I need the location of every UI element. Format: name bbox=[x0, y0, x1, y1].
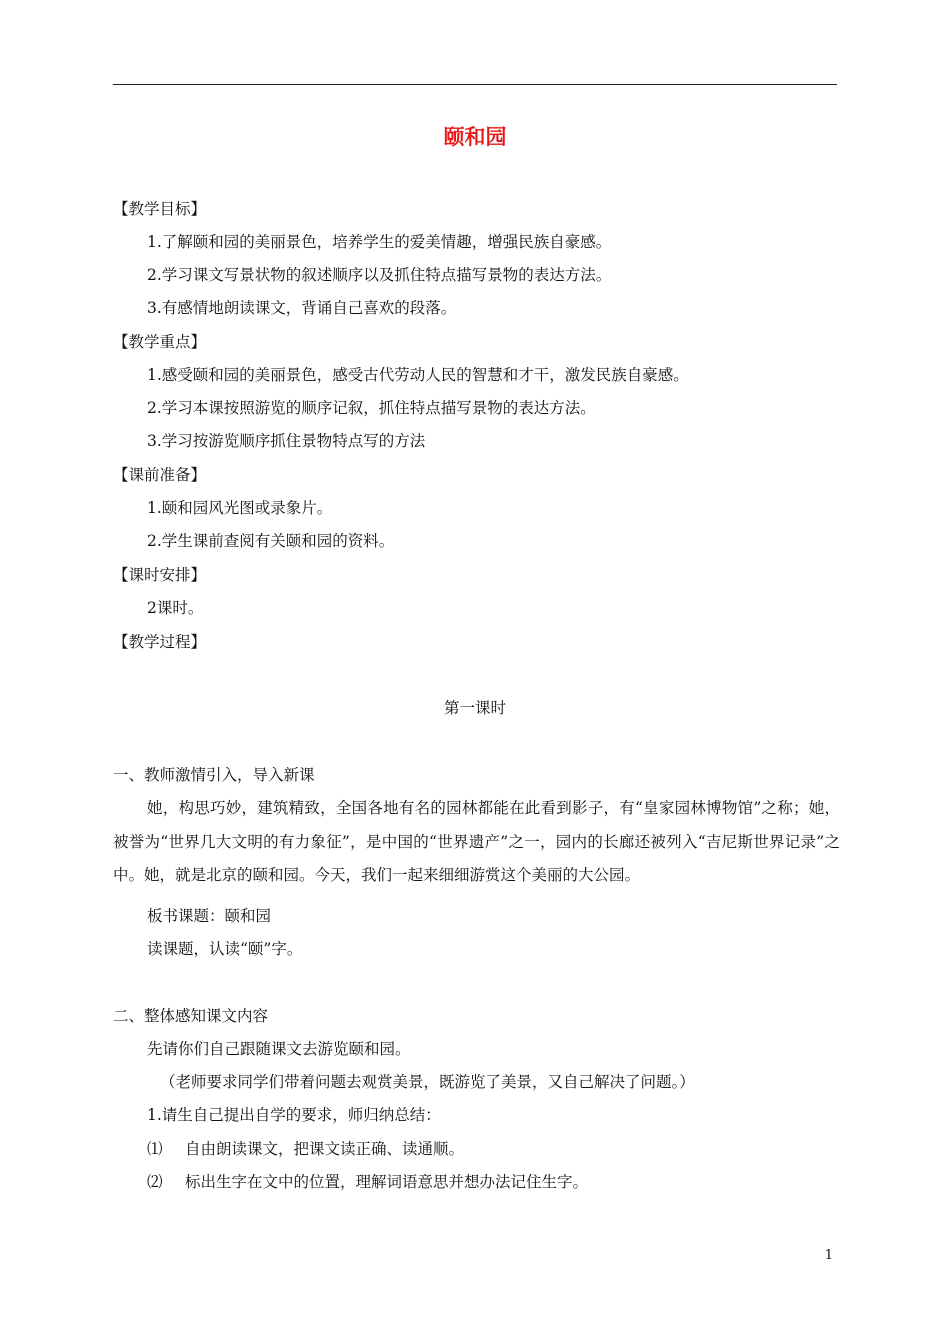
part1-heading: 一、教师激情引入，导入新课 bbox=[113, 766, 315, 784]
item-number: ⑵ bbox=[147, 1173, 163, 1191]
part2-step1: 1.请生自己提出自学的要求，师归纳总结： bbox=[147, 1106, 441, 1124]
part2-item-2 bbox=[147, 1171, 588, 1193]
page-number: 1 bbox=[824, 1248, 833, 1263]
prep-item-1: 1.颐和园风光图或录象片。 bbox=[147, 499, 333, 517]
prep-item-2: 2.学生课前查阅有关颐和园的资料。 bbox=[147, 532, 395, 550]
goal-item-1: 1.了解颐和园的美丽景色，培养学生的爱美情趣，增强民族自豪感。 bbox=[147, 233, 612, 251]
focus-item-3: 3.学习按游览顺序抓住景物特点写的方法 bbox=[147, 432, 426, 450]
goal-item-2: 2.学习课文写景状物的叙述顺序以及抓住特点描写景物的表达方法。 bbox=[147, 266, 612, 284]
focus-item-2: 2.学习本课按照游览的顺序记叙，抓住特点描写景物的表达方法。 bbox=[147, 399, 596, 417]
board-title: 板书课题：颐和园 bbox=[147, 907, 272, 925]
goal-item-3: 3.有感情地朗读课文，背诵自己喜欢的段落。 bbox=[147, 299, 457, 317]
item-number: ⑴ bbox=[147, 1140, 163, 1158]
item-text: 自由朗读课文，把课文读正确、读通顺。 bbox=[185, 1140, 465, 1158]
focus-heading: 【教学重点】 bbox=[113, 333, 207, 351]
item-text: 标出生字在文中的位置，理解词语意思并想办法记住生字。 bbox=[185, 1173, 589, 1191]
schedule-heading: 【课时安排】 bbox=[113, 566, 207, 584]
document-title: 颐和园 bbox=[443, 125, 507, 149]
focus-item-1: 1.感受颐和园的美丽景色，感受古代劳动人民的智慧和才干，激发民族自豪感。 bbox=[147, 366, 689, 384]
part2-intro: 先请你们自己跟随课文去游览颐和园。 bbox=[147, 1040, 411, 1058]
read-title: 读课题，认读“颐”字。 bbox=[147, 940, 303, 958]
part2-heading: 二、整体感知课文内容 bbox=[113, 1007, 269, 1025]
goals-heading: 【教学目标】 bbox=[113, 200, 207, 218]
part2-item-1 bbox=[147, 1138, 464, 1160]
part2-note: （老师要求同学们带着问题去观赏美景，既游览了美景，又自己解决了问题。） bbox=[160, 1073, 695, 1091]
lesson-heading: 第一课时 bbox=[443, 699, 506, 717]
schedule-text: 2课时。 bbox=[147, 599, 204, 617]
process-heading: 【教学过程】 bbox=[113, 633, 207, 651]
part1-paragraph: 她，构思巧妙，建筑精致，全国各地有名的园林都能在此看到影子，有“皇家园林博物馆”之称；她，被誉为“世界几大文明的有力象征”，是中国的“世界遗产”之一，园内的长廊还被列入“吉尼斯世界记录”之中。她，就是北京的颐和园。今天，我们一起来细细游赏这个美丽的大公园。 bbox=[113, 799, 840, 884]
header-rule bbox=[113, 84, 837, 85]
prep-heading: 【课前准备】 bbox=[113, 466, 207, 484]
